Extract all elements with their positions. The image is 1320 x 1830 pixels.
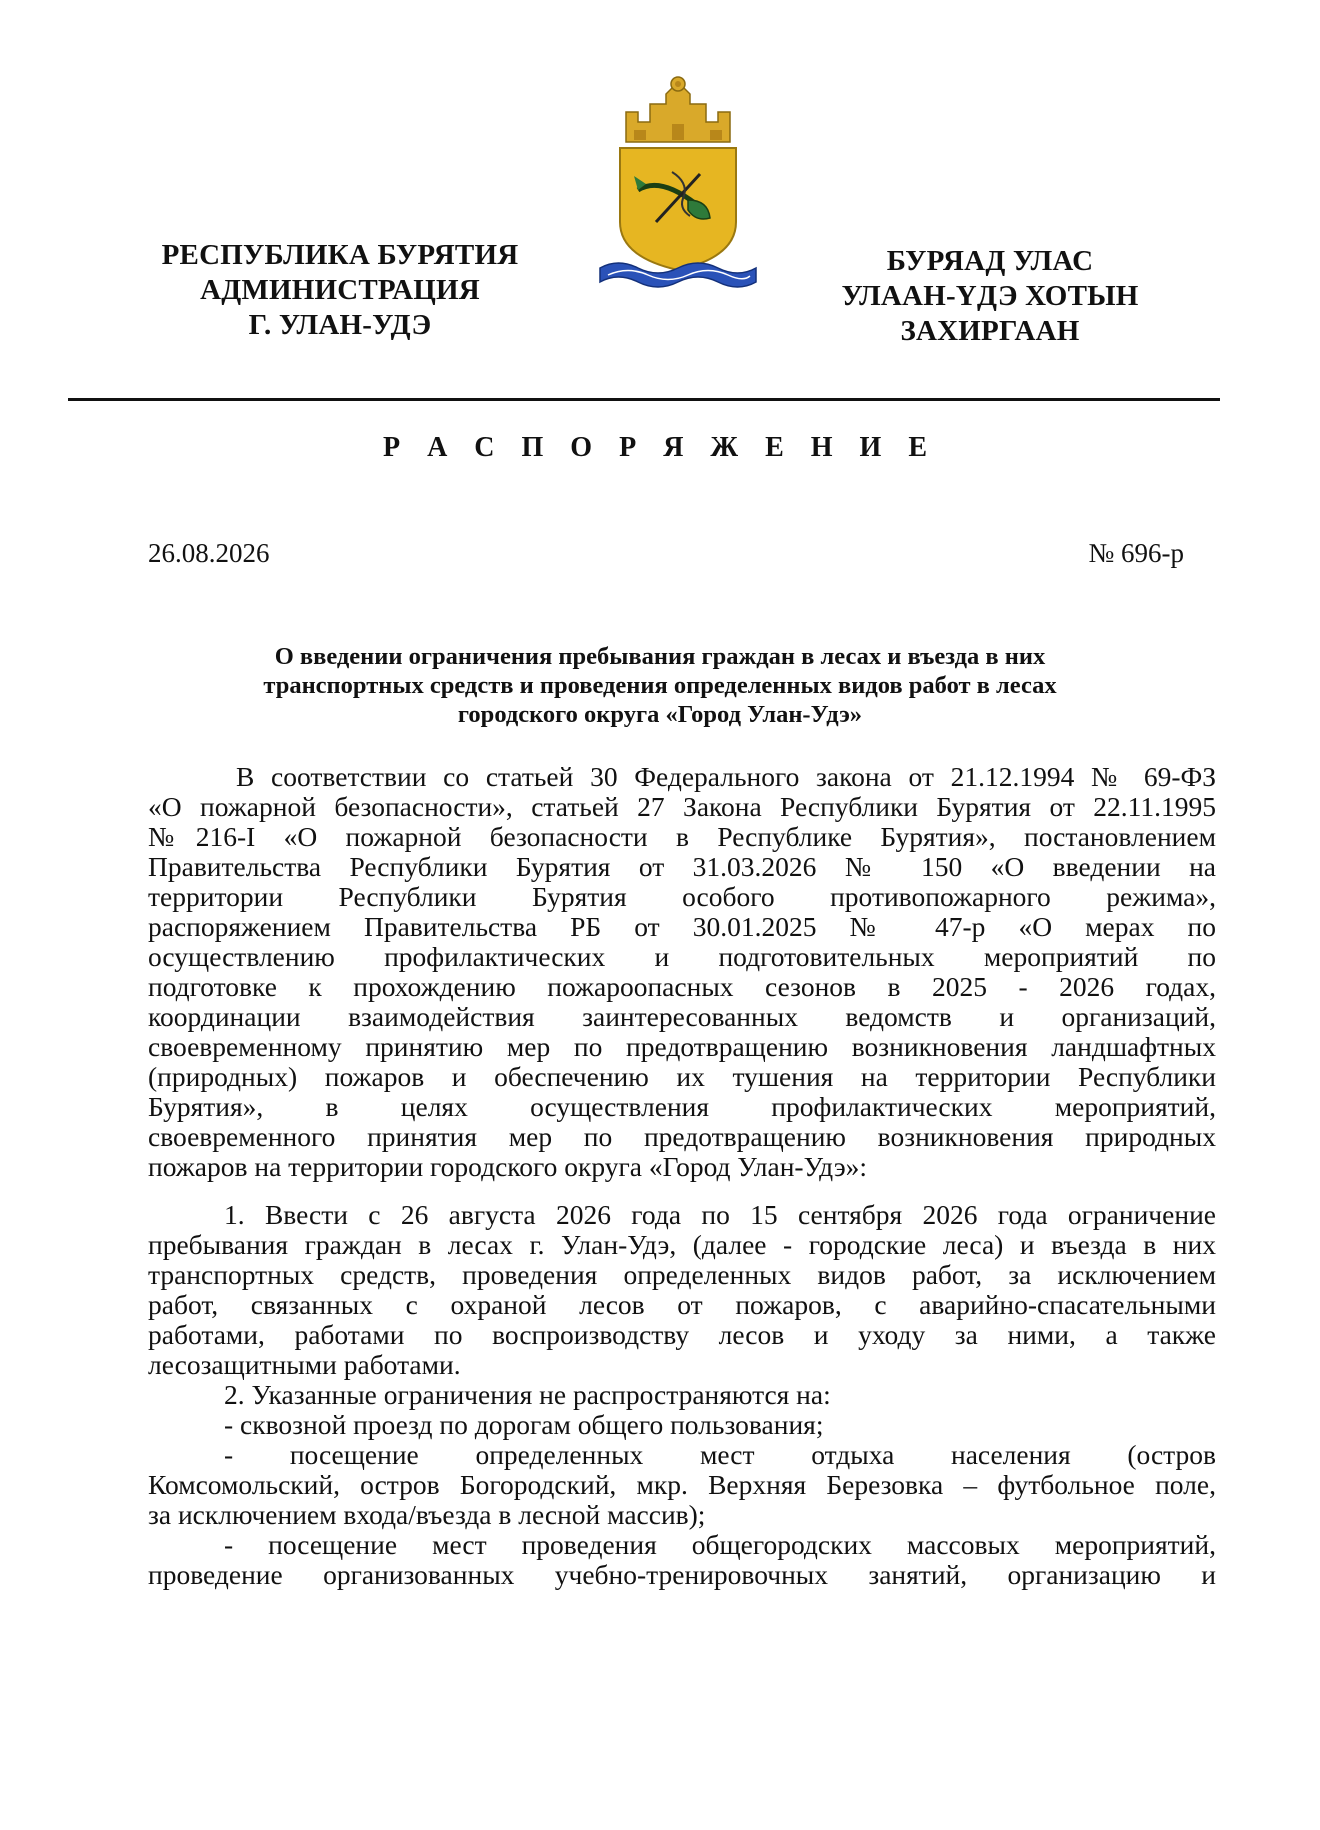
item2-line: - сквозной проезд по дорогам общего пользования; xyxy=(224,1409,824,1440)
document-date: 26.08.2026 xyxy=(148,538,270,568)
document-body xyxy=(148,762,1216,1590)
header-left-line: РЕСПУБЛИКА БУРЯТИЯ xyxy=(161,239,519,271)
item2-line: Комсомольский, остров Богородский, мкр. Верхняя Березовка – футбольное поле, xyxy=(148,1469,1216,1500)
subject-line: транспортных средств и проведения определенных видов работ в лесах xyxy=(263,672,1057,699)
item1-line: работ, связанных с охраной лесов от пожаров, с аварийно-спасательными xyxy=(148,1289,1216,1320)
header-right-line: БУРЯАД УЛАС xyxy=(886,245,1094,277)
preamble-line: подготовке к прохождению пожароопасных сезонов в 2025 - 2026 годах, xyxy=(148,971,1216,1002)
document-type-title: Р А С П О Р Я Ж Е Н И Е xyxy=(382,432,938,463)
subject-line: О введении ограничения пребывания граждан в лесах и въезда в них xyxy=(274,643,1046,670)
item2-line: - посещение определенных мест отдыха населения (остров xyxy=(224,1439,1216,1470)
item2-line: проведение организованных учебно-тренировочных занятий, организацию и xyxy=(148,1559,1216,1590)
preamble-line: пожаров на территории городского округа «Город Улан-Удэ»: xyxy=(148,1151,868,1182)
preamble-line: №216-I «О пожарной безопасности в Республике Бурятия», постановлением xyxy=(148,821,1216,852)
preamble-line: территории Республики Бурятия особого противопожарного режима», xyxy=(148,881,1216,912)
item1-line: 1. Ввести с 26 августа 2026 года по 15 сентября 2026 года ограничение xyxy=(224,1199,1216,1230)
header-left-line: АДМИНИСТРАЦИЯ xyxy=(200,274,480,306)
header-right-line: ЗАХИРГААН xyxy=(900,315,1080,347)
item1-line: лесозащитными работами. xyxy=(148,1349,461,1380)
ulan-ude-coat-of-arms-icon xyxy=(598,72,758,292)
header-left-block xyxy=(140,238,540,343)
item2-line: за исключением входа/въезда в лесной массив); xyxy=(148,1499,706,1530)
preamble-line: своевременного принятия мер по предотвращению возникновения природных xyxy=(148,1121,1216,1152)
subject-line: городского округа «Город Улан-Удэ» xyxy=(457,701,863,728)
item1-line: пребывания граждан в лесах г. Улан-Удэ, (далее - городские леса) и въезда в них xyxy=(148,1229,1216,1260)
preamble-line: своевременному принятию мер по предотвращению возникновения ландшафтных xyxy=(148,1031,1216,1062)
preamble-line: «О пожарной безопасности», статьей 27 Закона Республики Бурятия от 22.11.1995 xyxy=(148,791,1216,822)
item1-line: работами, работами по воспроизводству лесов и уходу за ними, а также xyxy=(148,1319,1216,1350)
header-left-line: Г. УЛАН-УДЭ xyxy=(248,309,432,341)
preamble-line: осуществлению профилактических и подготовительных мероприятий по xyxy=(148,941,1216,972)
document-number: № 696-р xyxy=(1088,538,1184,568)
preamble-line: Правительства Республики Бурятия от 31.03.2026 № 150 «О введении на xyxy=(148,851,1216,882)
preamble-line: Бурятия», в целях осуществления профилактических мероприятий, xyxy=(148,1091,1216,1122)
header-right-line: УЛААН-ҮДЭ ХОТЫН xyxy=(841,280,1139,312)
preamble-line: координации взаимодействия заинтересованных ведомств и организаций, xyxy=(148,1001,1216,1032)
item2-line: - посещение мест проведения общегородских массовых мероприятий, xyxy=(224,1529,1216,1560)
preamble-line: распоряжением Правительства РБ от 30.01.2025 № 47-р «О мерах по xyxy=(148,911,1216,942)
item1-line: транспортных средств, проведения определенных видов работ, за исключением xyxy=(148,1259,1216,1290)
header-right-block xyxy=(810,244,1170,349)
preamble-line: (природных) пожаров и обеспечению их тушения на территории Республики xyxy=(148,1061,1216,1092)
item2-line: 2. Указанные ограничения не распространяются на: xyxy=(224,1379,831,1410)
header-divider xyxy=(68,398,1220,401)
preamble-line: В соответствии со статьей 30 Федерального закона от 21.12.1994 № 69-ФЗ xyxy=(236,761,1216,792)
document-subject xyxy=(150,642,1170,729)
